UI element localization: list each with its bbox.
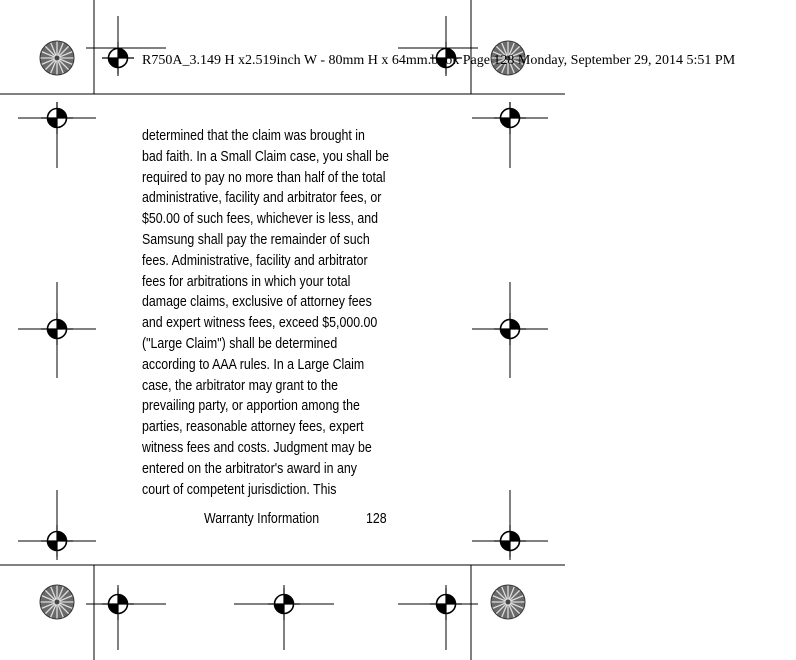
text-line: Samsung shall pay the remainder of such [142, 231, 370, 248]
text-line: and expert witness fees, exceed $5,000.00 [142, 315, 378, 332]
text-line: court of competent jurisdiction. This [142, 481, 337, 498]
text-line: according to AAA rules. In a Large Claim [142, 356, 365, 373]
text-line: entered on the arbitrator's award in any [142, 460, 357, 477]
text-line: administrative, facility and arbitrator fees, or [142, 190, 382, 207]
text-line: $50.00 of such fees, whichever is less, and [142, 211, 378, 228]
text-line: prevailing party, or apportion among the [142, 398, 360, 415]
text-line: parties, reasonable attorney fees, expert [142, 419, 364, 436]
text-line: damage claims, exclusive of attorney fees [142, 294, 372, 311]
printer-slug: R750A_3.149 H x2.519inch W - 80mm H x 64mm.book Page 128 Monday, September 29, 2014 5:51 PM [142, 53, 736, 68]
text-line: bad faith. In a Small Claim case, you shall be [142, 148, 389, 165]
text-line: fees. Administrative, facility and arbitrator [142, 252, 368, 269]
text-line: fees for arbitrations in which your total [142, 273, 351, 290]
text-line: case, the arbitrator may grant to the [142, 377, 339, 394]
text-line: determined that the claim was brought in [142, 128, 365, 144]
text-line: ("Large Claim") shall be determined [142, 335, 338, 352]
text-line: witness fees and costs. Judgment may be [142, 439, 372, 456]
footer-section-title: Warranty Information [204, 511, 320, 527]
text-line: required to pay no more than half of the total [142, 169, 386, 186]
footer-page-number: 128 [366, 511, 387, 527]
body-paragraph [142, 126, 389, 500]
